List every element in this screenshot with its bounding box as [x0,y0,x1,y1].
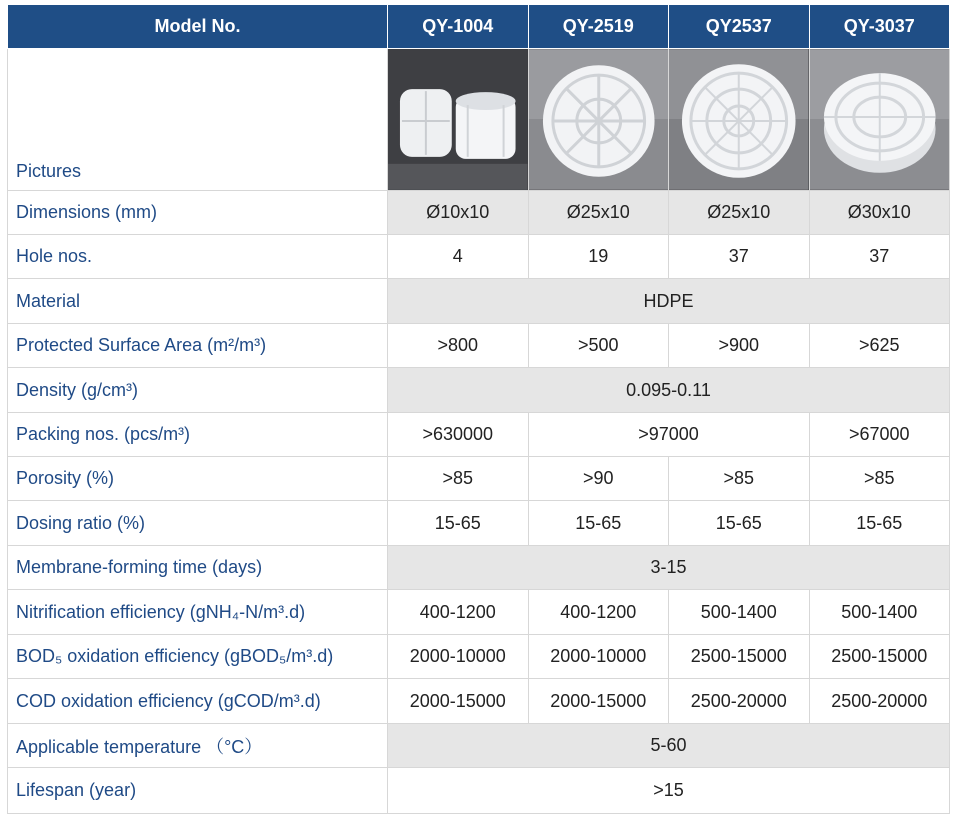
photo-qy2537 [669,49,810,191]
cod-value: 2000-15000 [388,679,529,724]
model-header-qy3037: QY-3037 [809,5,950,49]
row-surface-area [8,324,950,368]
carrier-qy2519-image [529,49,669,190]
dosing-label: Dosing ratio (%) [8,501,388,546]
row-dosing [8,501,950,546]
row-porosity [8,457,950,501]
bod-label: BOD₅ oxidation efficiency (gBOD₅/m³.d) [8,635,388,679]
bod-value: 2000-10000 [388,635,529,679]
packing-value: >97000 [528,413,809,457]
row-nitrification [8,590,950,635]
photo-qy1004 [388,49,529,191]
holes-value: 37 [809,235,950,279]
model-header-qy2537: QY2537 [669,5,810,49]
surface-area-value: >500 [528,324,669,368]
holes-value: 37 [669,235,810,279]
dosing-value: 15-65 [809,501,950,546]
nitrification-value: 400-1200 [388,590,529,635]
nitrification-value: 400-1200 [528,590,669,635]
model-header-qy1004: QY-1004 [388,5,529,49]
row-holes [8,235,950,279]
bod-value: 2500-15000 [809,635,950,679]
dosing-value: 15-65 [669,501,810,546]
nitrification-label: Nitrification efficiency (gNH₄-N/m³.d) [8,590,388,635]
porosity-value: >85 [388,457,529,501]
cod-value: 2500-20000 [809,679,950,724]
row-bod [8,635,950,679]
dimensions-value: Ø25x10 [669,191,810,235]
density-label: Density (g/cm³) [8,368,388,413]
holes-label: Hole nos. [8,235,388,279]
porosity-value: >90 [528,457,669,501]
row-packing [8,413,950,457]
header-row [8,5,950,49]
nitrification-value: 500-1400 [809,590,950,635]
membrane-label: Membrane-forming time (days) [8,546,388,590]
nitrification-value: 500-1400 [669,590,810,635]
carrier-qy2537-image [669,49,809,190]
lifespan-label: Lifespan (year) [8,768,388,814]
material-label: Material [8,279,388,324]
pictures-label: Pictures [8,49,388,191]
porosity-value: >85 [669,457,810,501]
packing-label: Packing nos. (pcs/m³) [8,413,388,457]
density-value: 0.095-0.11 [388,368,950,413]
photo-qy3037 [809,49,950,191]
pictures-row [8,49,950,191]
row-membrane [8,546,950,590]
row-dimensions [8,191,950,235]
surface-area-label: Protected Surface Area (m²/m³) [8,324,388,368]
material-value: HDPE [388,279,950,324]
surface-area-value: >900 [669,324,810,368]
dimensions-value: Ø10x10 [388,191,529,235]
row-temperature [8,724,950,768]
dimensions-value: Ø25x10 [528,191,669,235]
bod-value: 2500-15000 [669,635,810,679]
cod-label: COD oxidation efficiency (gCOD/m³.d) [8,679,388,724]
packing-value: >630000 [388,413,529,457]
bod-value: 2000-10000 [528,635,669,679]
packing-value: >67000 [809,413,950,457]
porosity-value: >85 [809,457,950,501]
row-lifespan [8,768,950,814]
model-header-qy2519: QY-2519 [528,5,669,49]
lifespan-value: >15 [388,768,950,814]
dosing-value: 15-65 [388,501,529,546]
carrier-qy1004-image [388,49,528,190]
surface-area-value: >625 [809,324,950,368]
cod-value: 2500-20000 [669,679,810,724]
membrane-value: 3-15 [388,546,950,590]
row-cod [8,679,950,724]
cod-value: 2000-15000 [528,679,669,724]
carrier-qy3037-image [810,49,950,190]
spec-table [7,5,950,814]
row-density [8,368,950,413]
porosity-label: Porosity (%) [8,457,388,501]
temperature-value: 5-60 [388,724,950,768]
model-no-header: Model No. [8,5,388,49]
holes-value: 19 [528,235,669,279]
row-material [8,279,950,324]
holes-value: 4 [388,235,529,279]
dosing-value: 15-65 [528,501,669,546]
dimensions-value: Ø30x10 [809,191,950,235]
surface-area-value: >800 [388,324,529,368]
photo-qy2519 [528,49,669,191]
dimensions-label: Dimensions (mm) [8,191,388,235]
temperature-label: Applicable temperature （°C） [8,724,388,768]
